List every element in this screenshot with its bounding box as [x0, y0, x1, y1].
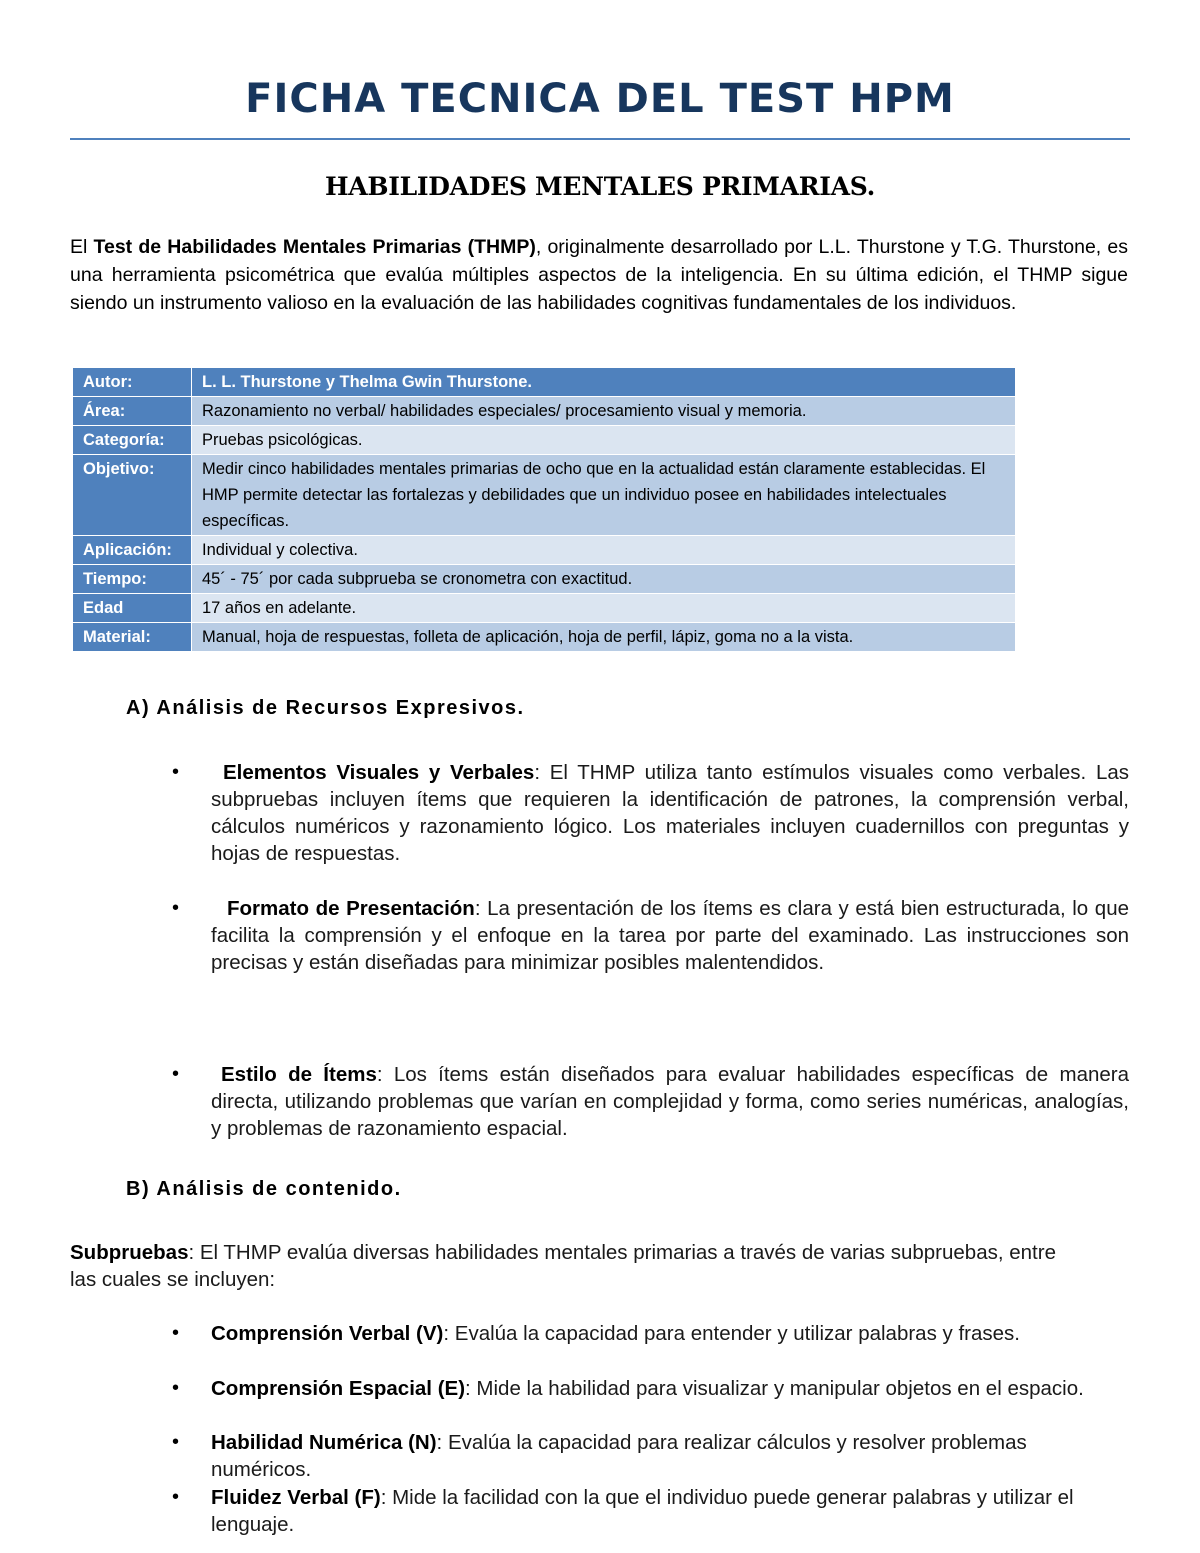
list-item-term: Fluidez Verbal (F)	[211, 1486, 381, 1509]
bullet-icon: •	[172, 1063, 180, 1085]
spec-key: Área:	[73, 397, 192, 426]
list-item-desc: : Mide la facilidad con la que el individuo puede generar palabras y utilizar el lenguaje.	[211, 1486, 1074, 1536]
intro-paragraph	[70, 233, 1128, 317]
list-item-text	[211, 1484, 1111, 1538]
list-item-text	[211, 1061, 1129, 1142]
list-item-desc: : Mide la habilidad para visualizar y manipular objetos en el espacio.	[465, 1377, 1084, 1400]
spec-value: Manual, hoja de respuestas, folleta de aplicación, hoja de perfil, lápiz, goma no a la vista.	[192, 623, 1016, 652]
spec-key: Objetivo:	[73, 455, 192, 536]
list-item-desc: : Evalúa la capacidad para realizar cálculos y resolver problemas numéricos.	[211, 1431, 1027, 1481]
list-item-text	[211, 1429, 1061, 1483]
spec-key: Categoría:	[73, 426, 192, 455]
list-item-term: Comprensión Espacial (E)	[211, 1377, 466, 1400]
list-item-desc: : El THMP utiliza tanto estímulos visuales como verbales. Las subpruebas incluyen ítems que requieren la identificación de patrones, la comprensión verbal, cálculos numéricos y razonamiento lógico. Los materiales incluyen cuadernillos con preguntas y hojas de respuestas.	[211, 761, 1129, 865]
page-title: FICHA TECNICA DEL TEST HPM	[245, 76, 955, 122]
list-item-desc: : Evalúa la capacidad para entender y utilizar palabras y frases.	[443, 1322, 1020, 1345]
spec-row-aplicacion	[73, 536, 1016, 565]
list-item-term: Habilidad Numérica (N)	[211, 1431, 437, 1454]
spec-row-edad	[73, 594, 1016, 623]
spec-key: Autor:	[73, 368, 192, 397]
spec-row-material	[73, 623, 1016, 652]
list-item-text	[211, 1375, 1126, 1402]
section-b-heading: B) Análisis de contenido.	[126, 1178, 402, 1200]
intro-text: , originalmente desarrollado por L.L. Thurstone y T.G. Thurstone, es una herramienta psicométrica que evalúa múltiples aspectos de la inteligencia. En su última edición, el THMP sigue siendo un instrumento valioso en la evaluación de las habilidades cognitivas fundamentales de los individuos.	[70, 236, 1129, 314]
list-item-term: Formato de Presentación	[227, 897, 475, 920]
subpruebas-term: Subpruebas	[70, 1241, 189, 1264]
spec-value: Pruebas psicológicas.	[192, 426, 1016, 455]
subpruebas-text: : El THMP evalúa diversas habilidades mentales primarias a través de varias subpruebas, entre las cuales se incluyen:	[70, 1241, 1056, 1291]
bullet-icon: •	[172, 897, 180, 919]
subpruebas-paragraph	[70, 1239, 1070, 1293]
spec-value: Medir cinco habilidades mentales primarias de ocho que en la actualidad están claramente establecidas. El HMP permite detectar las fortalezas y debilidades que un individuo posee en habilidades intelectuales específicas.	[192, 455, 1016, 536]
section-a-heading: A) Análisis de Recursos Expresivos.	[126, 697, 525, 719]
list-item-text	[211, 895, 1129, 976]
intro-prefix: El	[70, 236, 94, 258]
title-divider	[70, 138, 1130, 140]
bullet-icon: •	[172, 1431, 180, 1453]
page-subtitle: HABILIDADES MENTALES PRIMARIAS.	[324, 172, 876, 201]
list-item-desc: : La presentación de los ítems es clara y está bien estructurada, lo que facilita la comprensión y el enfoque en la tarea por parte del examinado. Las instrucciones son precisas y están diseñadas para minimizar posibles malentendidos.	[211, 897, 1129, 974]
spec-value: Individual y colectiva.	[192, 536, 1016, 565]
spec-row-autor	[73, 368, 1016, 397]
intro-test-name: Test de Habilidades Mentales Primarias (THMP)	[93, 236, 536, 258]
list-item-term: Elementos Visuales y Verbales	[223, 761, 535, 784]
spec-row-area	[73, 397, 1016, 426]
spec-value: L. L. Thurstone y Thelma Gwin Thurstone.	[192, 368, 1016, 397]
list-item-text	[211, 1320, 1081, 1347]
spec-row-tiempo	[73, 565, 1016, 594]
bullet-icon: •	[172, 1322, 180, 1344]
spec-table	[72, 367, 1016, 652]
spec-key: Material:	[73, 623, 192, 652]
spec-row-categoria	[73, 426, 1016, 455]
spec-value: 45´ - 75´ por cada subprueba se cronometra con exactitud.	[192, 565, 1016, 594]
spec-value: 17 años en adelante.	[192, 594, 1016, 623]
list-item-text	[211, 759, 1129, 867]
list-item-desc: : Los ítems están diseñados para evaluar habilidades específicas de manera directa, utilizando problemas que varían en complejidad y forma, como series numéricas, analogías, y problemas de razonamiento espacial.	[211, 1063, 1129, 1140]
spec-key: Edad	[73, 594, 192, 623]
spec-key: Aplicación:	[73, 536, 192, 565]
bullet-icon: •	[172, 761, 180, 783]
spec-value: Razonamiento no verbal/ habilidades especiales/ procesamiento visual y memoria.	[192, 397, 1016, 426]
list-item-term: Comprensión Verbal (V)	[211, 1322, 444, 1345]
spec-row-objetivo	[73, 455, 1016, 536]
list-item-term: Estilo de Ítems	[221, 1063, 377, 1086]
spec-key: Tiempo:	[73, 565, 192, 594]
bullet-icon: •	[172, 1486, 180, 1508]
bullet-icon: •	[172, 1377, 180, 1399]
